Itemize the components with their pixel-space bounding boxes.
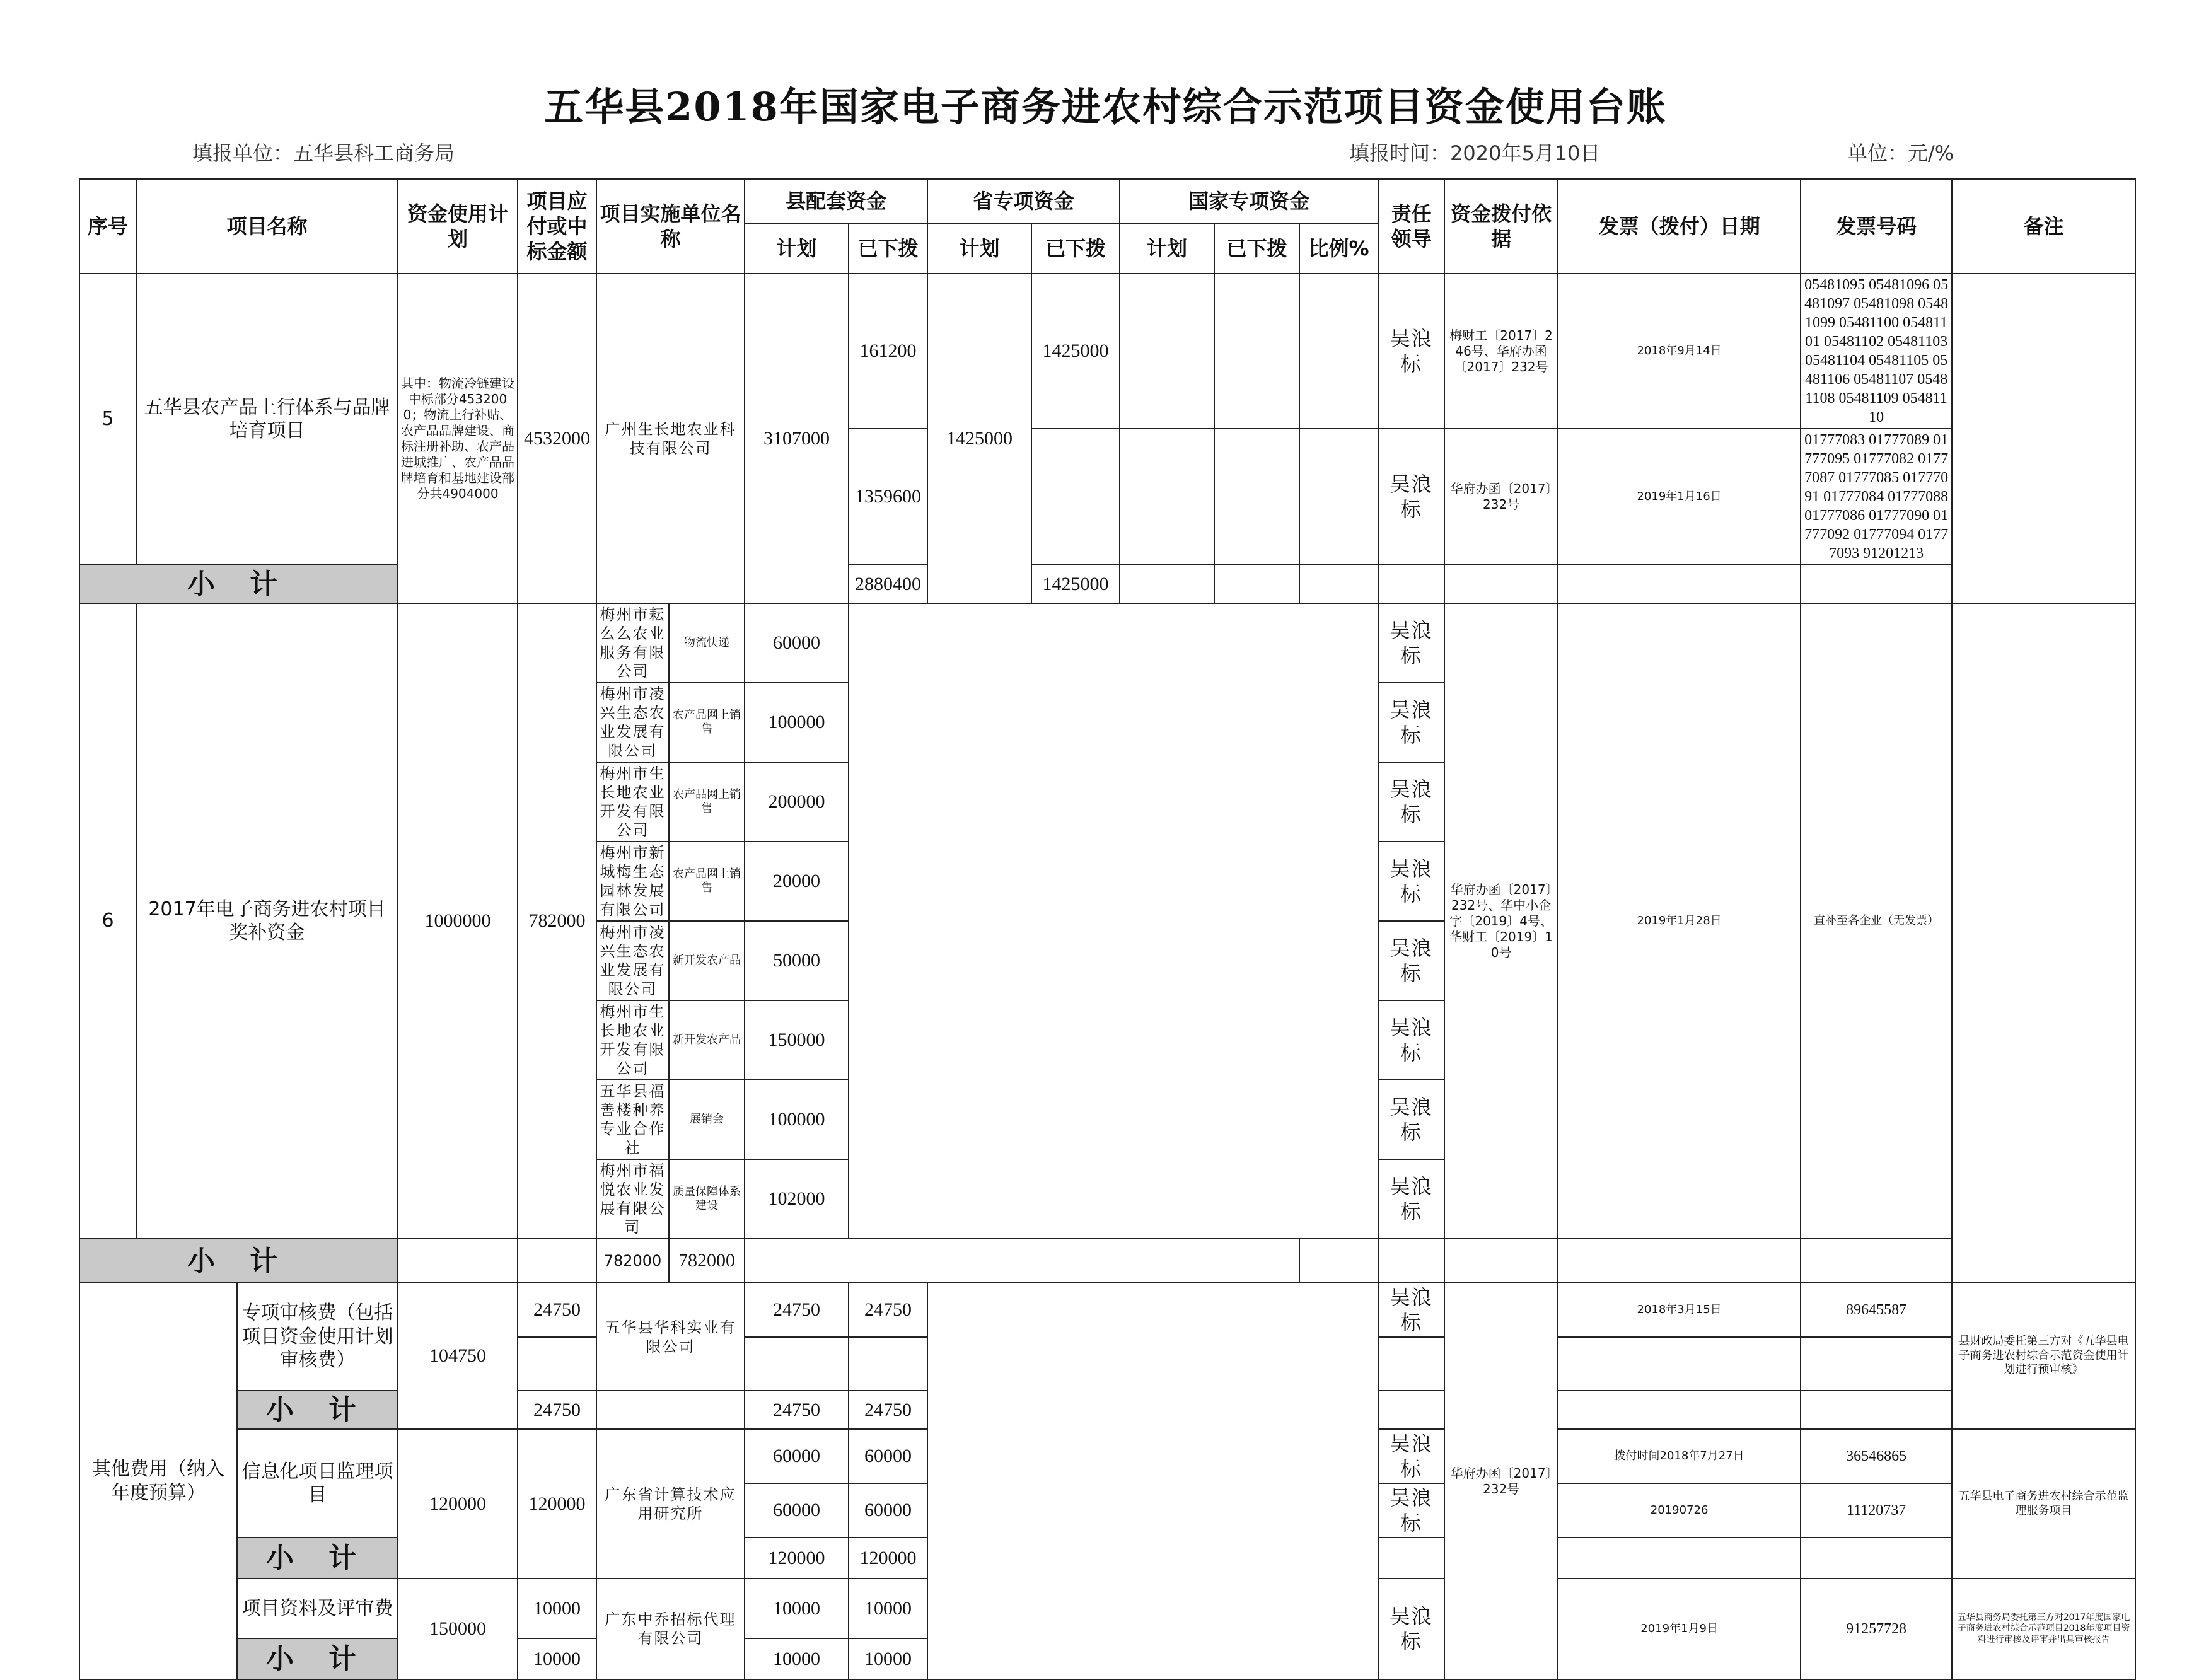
other-item-2-row1-plan: 60000 [745, 1429, 849, 1483]
project-6-amount: 50000 [745, 921, 849, 1000]
other-item-1-name: 专项审核费（包括项目资金使用计划审核费） [237, 1283, 398, 1391]
other-item-2-row1-inv: 36546865 [1801, 1429, 1952, 1483]
project-6-note [1952, 603, 2135, 1283]
project-5-invoices-1: 05481095 05481096 05481097 05481098 05481099 05481100 05481101 05481102 05481103 05481104 05481105 05481106 05481107 05481108 05481109 05481110 [1801, 274, 1952, 429]
project-6-org: 梅州市耘么么农业服务有限公司 [596, 603, 669, 683]
other-item-1-subtotal-bid: 24750 [518, 1391, 596, 1429]
other-item-2-row2-paid: 60000 [849, 1483, 927, 1538]
header-invno: 发票号码 [1801, 179, 1952, 274]
project-6-org: 梅州市福悦农业发展有限公司 [596, 1159, 669, 1239]
project-5-seq: 5 [79, 274, 136, 565]
other-item-3-impl: 广东中乔招标代理有限公司 [596, 1579, 745, 1679]
other-item-1-subtotal-label: 小 计 [237, 1391, 398, 1429]
header-name: 项目名称 [136, 179, 398, 274]
project-6-leader: 吴浪标 [1378, 1000, 1444, 1080]
project-5-prov-paid-2 [1031, 429, 1120, 565]
other-item-1-bid: 24750 [518, 1283, 596, 1337]
project-5-bid: 4532000 [518, 274, 596, 603]
other-item-2-note: 五华县电子商务进农村综合示范监理服务项目 [1952, 1429, 2135, 1579]
project-6-amount: 60000 [745, 603, 849, 683]
project-6-use: 展销会 [669, 1080, 745, 1159]
project-6-amount: 100000 [745, 683, 849, 762]
project-6-subtotal-label: 小 计 [79, 1239, 398, 1283]
other-item-1-plan: 104750 [398, 1283, 518, 1429]
header-leader: 责任领导 [1378, 179, 1444, 274]
project-5-subtotal-row [79, 565, 2135, 603]
project-6-use: 农产品网上销售 [669, 762, 745, 842]
other-item-1-note: 县财政局委托第三方对《五华县电子商务进农村综合示范资金使用计划进行预审核》 [1952, 1283, 2135, 1429]
header-province: 省专项资金 [927, 179, 1120, 223]
project-5-subtotal-label: 小 计 [79, 565, 398, 603]
other-item-1-county-plan: 24750 [745, 1283, 849, 1337]
other-item-2-bid: 120000 [518, 1429, 596, 1579]
project-6-invoice: 直补至各企业（无发票） [1801, 603, 1952, 1239]
project-6-name: 2017年电子商务进农村项目奖补资金 [136, 603, 398, 1239]
other-item-3-subtotal-paid: 10000 [849, 1638, 927, 1679]
project-6-amount: 20000 [745, 842, 849, 921]
project-6-leader: 吴浪标 [1378, 1080, 1444, 1159]
project-5-date-1: 2018年9月14日 [1558, 274, 1801, 429]
other-group-label: 其他费用（纳入年度预算） [79, 1283, 237, 1679]
project-6-date: 2019年1月28日 [1558, 603, 1801, 1239]
project-6-leader: 吴浪标 [1378, 762, 1444, 842]
project-6-use: 农产品网上销售 [669, 683, 745, 762]
other-item-3-subtotal-bid: 10000 [518, 1638, 596, 1679]
project-5-county-plan: 3107000 [745, 274, 849, 603]
project-6-org: 梅州市凌兴生态农业发展有限公司 [596, 683, 669, 762]
currency-unit: 单位：元/% [1847, 141, 1954, 165]
project-5-basis-1: 梅财工〔2017〕246号、华府办函〔2017〕232号 [1444, 274, 1558, 429]
header-row-1 [79, 179, 2135, 223]
project-5-row-1 [79, 274, 2135, 429]
other-item-3-bid: 10000 [518, 1579, 596, 1638]
other-item-2-name: 信息化项目监理项目 [237, 1429, 398, 1538]
other-item-2-impl: 广东省计算技术应用研究所 [596, 1429, 745, 1579]
other-item-1-subtotal-paid: 24750 [849, 1391, 927, 1429]
project-6-org: 五华县福善楼种养专业合作社 [596, 1080, 669, 1159]
project-6-seq: 6 [79, 603, 136, 1239]
other-basis: 华府办函〔2017〕232号 [1444, 1283, 1558, 1679]
header-county-paid: 已下拨 [849, 223, 927, 274]
project-5-nat-ratio-2 [1299, 429, 1378, 565]
other-item-2-row2-inv: 11120737 [1801, 1483, 1952, 1538]
other-item-3-subtotal-label: 小 计 [237, 1638, 398, 1679]
other-item-1-leader: 吴浪标 [1378, 1283, 1444, 1337]
project-5-leader-1: 吴浪标 [1378, 274, 1444, 429]
project-5-note [1952, 274, 2135, 603]
project-6-row [79, 603, 2135, 683]
header-impl: 项目实施单位名称 [596, 179, 745, 274]
project-6-leader: 吴浪标 [1378, 842, 1444, 921]
other-item-1-subtotal-plan: 24750 [745, 1391, 849, 1429]
project-5-leader-2: 吴浪标 [1378, 429, 1444, 565]
other-item-3-subtotal-plan: 10000 [745, 1638, 849, 1679]
project-6-subtotal-paid: 782000 [669, 1239, 745, 1283]
other-item-2-leader-2: 吴浪标 [1378, 1483, 1444, 1538]
other-item-1-county-paid: 24750 [849, 1283, 927, 1337]
project-6-plan: 1000000 [398, 603, 518, 1239]
header-note: 备注 [1952, 179, 2135, 274]
project-6-use: 农产品网上销售 [669, 842, 745, 921]
header-nat-plan: 计划 [1120, 223, 1214, 274]
page-title: 五华县2018年国家电子商务进农村综合示范项目资金使用台账 [544, 84, 1667, 130]
project-5-nat-paid-2 [1214, 429, 1299, 565]
other-item-2-row2-plan: 60000 [745, 1483, 849, 1538]
header-plan: 资金使用计划 [398, 179, 518, 274]
other-item-3-invno: 91257728 [1801, 1579, 1952, 1679]
project-6-leader: 吴浪标 [1378, 921, 1444, 1000]
project-6-subtotal-plan: 782000 [596, 1239, 669, 1283]
other-item-3-note: 五华县商务局委托第三方对2017年度国家电子商务进农村综合示范项目2018年度项目资料进行审核及评审并出具审核报告 [1952, 1579, 2135, 1679]
project-5-plan-detail: 其中：物流冷链建设中标部分4532000；物流上行补贴、农产品品牌建设、商标注册补助、农产品进城推广、农产品品牌培育和基地建设部分共4904000 [398, 274, 518, 603]
project-5-nat-ratio-1 [1299, 274, 1378, 429]
project-6-org: 梅州市生长地农业开发有限公司 [596, 1000, 669, 1080]
other-item-2-subtotal-plan: 120000 [745, 1538, 849, 1579]
project-5-date-2: 2019年1月16日 [1558, 429, 1801, 565]
project-6-amount: 102000 [745, 1159, 849, 1239]
project-5-nat-plan-1 [1120, 274, 1214, 429]
header-bid: 项目应付或中标金额 [518, 179, 596, 274]
project-6-org: 梅州市凌兴生态农业发展有限公司 [596, 921, 669, 1000]
header-seq: 序号 [79, 179, 136, 274]
other-item-3-name: 项目资料及评审费 [237, 1579, 398, 1638]
report-date: 填报时间：2020年5月10日 [1349, 141, 1601, 165]
project-6-leader: 吴浪标 [1378, 683, 1444, 762]
other-item-2-row2-date: 20190726 [1558, 1483, 1801, 1538]
project-5-prov-plan: 1425000 [927, 274, 1031, 603]
header-prov-plan: 计划 [927, 223, 1031, 274]
project-6-org: 梅州市生长地农业开发有限公司 [596, 762, 669, 842]
project-6-use: 物流快递 [669, 603, 745, 683]
other-item-2-row1-date: 拨付时间2018年7月27日 [1558, 1429, 1801, 1483]
project-6-amount: 150000 [745, 1000, 849, 1080]
other-item-2-row1-paid: 60000 [849, 1429, 927, 1483]
header-invdate: 发票（拨付）日期 [1558, 179, 1801, 274]
other-item-2-subtotal-label: 小 计 [237, 1538, 398, 1579]
report-unit: 填报单位：五华县科工商务局 [192, 141, 455, 165]
other-item-2-plan: 120000 [398, 1429, 518, 1579]
project-6-amount: 100000 [745, 1080, 849, 1159]
header-prov-paid: 已下拨 [1031, 223, 1120, 274]
project-5-invoices-2: 01777083 01777089 01777095 01777082 01777087 01777085 01777091 01777084 01777088 01777086 01777090 01777092 01777094 01777093 91201213 [1801, 429, 1952, 565]
ledger-table [79, 178, 2136, 1680]
other-item-2-leader-1: 吴浪标 [1378, 1429, 1444, 1483]
project-5-nat-plan-2 [1120, 429, 1214, 565]
project-5-prov-paid-1: 1425000 [1031, 274, 1120, 429]
project-5-subtotal-prov-paid: 1425000 [1031, 565, 1120, 603]
project-5-county-paid-2: 1359600 [849, 429, 927, 565]
project-5-county-paid-1: 161200 [849, 274, 927, 429]
header-county: 县配套资金 [745, 179, 927, 223]
other-item-1-impl: 五华县华科实业有限公司 [596, 1283, 745, 1391]
project-6-org: 梅州市新城梅生态园林发展有限公司 [596, 842, 669, 921]
header-national: 国家专项资金 [1120, 179, 1378, 223]
header-nat-ratio: 比例% [1299, 223, 1378, 274]
other-item-3-county-paid: 10000 [849, 1579, 927, 1638]
header-nat-paid: 已下拨 [1214, 223, 1299, 274]
project-5-basis-2: 华府办函〔2017〕232号 [1444, 429, 1558, 565]
header-county-plan: 计划 [745, 223, 849, 274]
project-6-leader: 吴浪标 [1378, 1159, 1444, 1239]
other-item-2-subtotal-paid: 120000 [849, 1538, 927, 1579]
project-6-subtotal-row [79, 1239, 2135, 1283]
project-6-use: 新开发农产品 [669, 921, 745, 1000]
other-item-1-row-1 [79, 1283, 2135, 1337]
header-basis: 资金拨付依据 [1444, 179, 1558, 274]
project-5-name: 五华县农产品上行体系与品牌培育项目 [136, 274, 398, 565]
project-6-amount: 200000 [745, 762, 849, 842]
other-item-3-county-plan: 10000 [745, 1579, 849, 1638]
project-5-nat-paid-1 [1214, 274, 1299, 429]
project-5-subtotal-county-paid: 2880400 [849, 565, 927, 603]
project-6-bid: 782000 [518, 603, 596, 1239]
other-item-1-date: 2018年3月15日 [1558, 1283, 1801, 1337]
project-5-impl: 广州生长地农业科技有限公司 [596, 274, 745, 603]
other-item-3-plan: 150000 [398, 1579, 518, 1679]
project-6-leader: 吴浪标 [1378, 603, 1444, 683]
project-6-use: 新开发农产品 [669, 1000, 745, 1080]
project-6-basis: 华府办函〔2017〕232号、华中小企字〔2019〕4号、华财工〔2019〕10号 [1444, 603, 1558, 1239]
other-item-1-invno: 89645587 [1801, 1283, 1952, 1337]
project-6-use: 质量保障体系建设 [669, 1159, 745, 1239]
other-item-3-date: 2019年1月9日 [1558, 1579, 1801, 1679]
other-item-3-leader: 吴浪标 [1378, 1579, 1444, 1679]
